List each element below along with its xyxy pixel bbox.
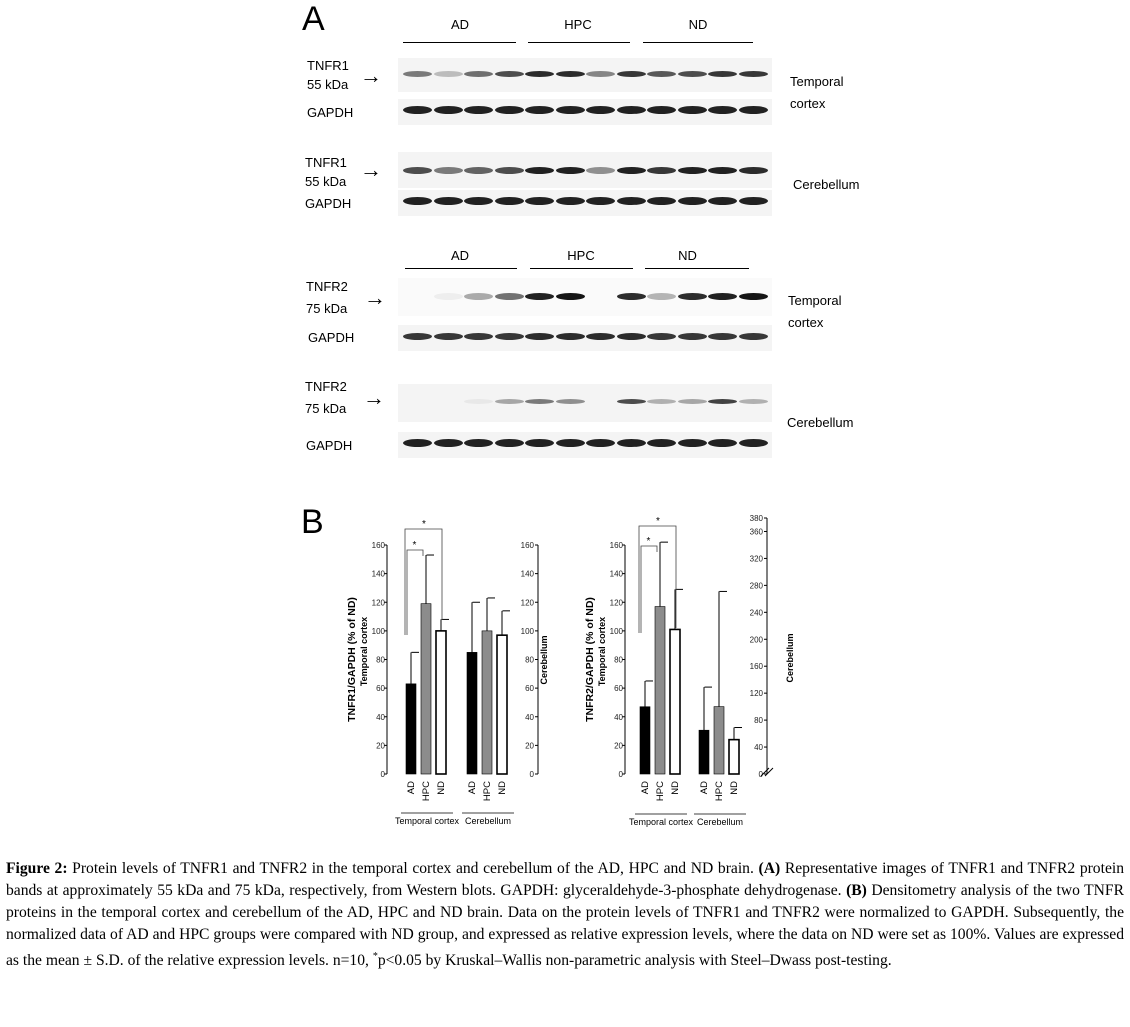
blot-band (678, 197, 707, 205)
y-tick-label: 80 (376, 655, 385, 665)
blot-band (495, 293, 524, 300)
blot-band (617, 293, 646, 300)
category-label: ND (436, 781, 447, 795)
blot-band (556, 333, 585, 340)
category-label: AD (406, 781, 417, 795)
blot-band (464, 197, 493, 205)
blot-band (678, 293, 707, 300)
blot-band (586, 106, 615, 114)
blot-band (678, 333, 707, 340)
blot-band (708, 71, 737, 77)
y2-tick-label: 240 (749, 608, 763, 618)
caption-text-2: Representative images of TNFR1 and TNFR2 protein bands at approximately 55 kDa and 75 kDa, respectively, from Western blots. GAPDH: glyceraldehyde-3-phosphate dehydrogenase. (6, 860, 1124, 899)
bar-hpc (655, 607, 665, 774)
y-tick-label: 120 (609, 598, 623, 608)
group-label: Cerebellum (696, 817, 744, 827)
y-tick-label: 140 (371, 569, 385, 579)
y-tick-label: 20 (376, 741, 385, 751)
caption-a-label: (A) (758, 860, 781, 877)
blot-band (434, 293, 463, 300)
y2-tick-label: 120 (749, 689, 763, 699)
bar-ad (467, 652, 477, 774)
bar-ad (640, 707, 650, 774)
category-label: ND (497, 781, 508, 795)
blot-band (678, 439, 707, 447)
group-label-hpc: HPC (564, 17, 592, 32)
category-label: HPC (421, 781, 432, 802)
blot-band (739, 293, 768, 300)
blot-band (464, 71, 493, 77)
blot-band (678, 106, 707, 114)
blot-band (495, 71, 524, 77)
category-label: AD (699, 781, 710, 795)
blot-band (525, 197, 554, 205)
blot-band (678, 71, 707, 77)
panel-a-letter: A (302, 0, 325, 38)
blot-band (586, 167, 615, 174)
bar-nd (497, 635, 507, 774)
y2-axis-title: Cerebellum (539, 635, 549, 685)
group-line-nd-2 (645, 268, 749, 269)
blot-band (739, 399, 768, 404)
blot-band (647, 71, 676, 77)
caption-text-3: Densitometry analysis of the two TNFR proteins in the temporal cortex and cerebellum of the AD, HPC and ND brain. Data on the protein levels of TNFR1 and TNFR2 were normalized to GAPDH. Subsequently, the normalized data of AD and HPC groups were compared with ND group, and expressed as relative expression levels, where the data on ND were set as 100%. Values are expressed as the mean ± S.D. of the relative expression levels. n=10, (6, 882, 1124, 970)
y2-tick-label: 40 (754, 743, 763, 753)
significance-bracket (407, 550, 423, 635)
blot-band (678, 167, 707, 174)
blot-band (556, 439, 585, 447)
group-label-ad: AD (450, 17, 470, 32)
y-axis-title: TNFR2/GAPDH (% of ND) (584, 597, 596, 722)
blot-band (525, 71, 554, 77)
group-line-hpc-2 (530, 268, 633, 269)
figure-caption (6, 858, 1124, 972)
bar-hpc (714, 707, 724, 774)
y2-tick-label: 160 (749, 662, 763, 672)
group-label-hpc-2: HPC (567, 248, 595, 263)
y-tick-label: 100 (371, 626, 385, 636)
blot3-gapdh-label: GAPDH (308, 330, 355, 345)
blot-band (495, 197, 524, 205)
blot-band (403, 106, 432, 114)
category-label: AD (640, 781, 651, 795)
blot-band (495, 333, 524, 340)
blot-band (403, 167, 432, 174)
y2-tick-label: 100 (520, 626, 534, 636)
y-tick-label: 40 (376, 712, 385, 722)
panel-b-letter: B (301, 503, 324, 541)
category-label: HPC (655, 781, 666, 802)
y-tick-label: 20 (614, 741, 623, 751)
bar-hpc (482, 631, 492, 774)
blot-band (525, 167, 554, 174)
blot-band (617, 167, 646, 174)
y-tick-label: 160 (609, 541, 623, 550)
y2-tick-label: 380 (749, 514, 763, 523)
y-tick-label: 120 (371, 598, 385, 608)
blot3-tissue-label: Temporal cortex (788, 293, 842, 330)
blot-band (495, 439, 524, 447)
blot-band (617, 106, 646, 114)
group-label: Temporal cortex (628, 817, 694, 827)
blot-band (495, 167, 524, 174)
blot-band (647, 439, 676, 447)
blot-band (647, 293, 676, 300)
y2-tick-label: 320 (749, 554, 763, 564)
blot2-arrow-icon: → (360, 157, 382, 182)
caption-text-4: p<0.05 by Kruskal–Wallis non-parametric analysis with Steel–Dwass post-testing. (377, 952, 892, 970)
blot-band (586, 71, 615, 77)
blot-band (525, 439, 554, 447)
blot1-protein-label: TNFR1 55 kDa (307, 58, 349, 92)
y2-tick-label: 40 (525, 712, 534, 722)
blot-band (556, 293, 585, 300)
blot4-tissue-label: Cerebellum (787, 415, 854, 430)
blot-band (647, 333, 676, 340)
group-line-nd (643, 42, 753, 43)
caption-label: Figure 2: (6, 860, 68, 877)
blot4-protein-label: TNFR2 75 kDa (305, 379, 347, 416)
blot-band (708, 399, 737, 404)
significance-star: * (412, 540, 417, 551)
tnfr1-chart (340, 520, 580, 832)
y-axis-subtitle: Temporal cortex (597, 616, 607, 687)
y-tick-label: 60 (614, 684, 623, 694)
y2-tick-label: 80 (754, 716, 763, 726)
blot-band (464, 167, 493, 174)
group-label: Cerebellum (464, 816, 512, 826)
blot1-gapdh-label: GAPDH (307, 105, 354, 120)
y2-tick-label: 140 (520, 569, 534, 579)
blot-band (556, 106, 585, 114)
blot-band (647, 399, 676, 404)
significance-star: * (656, 516, 660, 527)
caption-b-label: (B) (846, 882, 867, 899)
blot-band (403, 333, 432, 340)
blot-band (708, 293, 737, 300)
y-tick-label: 60 (376, 684, 385, 694)
blot-band (495, 106, 524, 114)
blot-band (525, 399, 554, 404)
blot-band (403, 197, 432, 205)
blot-band (434, 439, 463, 447)
blot-band (708, 106, 737, 114)
blot1-tissue-label: Temporal cortex (790, 74, 844, 111)
group-line-ad (403, 42, 516, 43)
y2-tick-label: 80 (525, 655, 534, 665)
blot-band (708, 167, 737, 174)
blot-band (434, 106, 463, 114)
y2-tick-label: 360 (749, 527, 763, 537)
significance-star: * (422, 520, 426, 530)
blot-band (464, 333, 493, 340)
bar-ad (406, 684, 416, 774)
blot-band (678, 399, 707, 404)
group-label-nd-2: ND (678, 248, 697, 263)
blot-band (464, 106, 493, 114)
blot-band (464, 439, 493, 447)
y-axis-subtitle: Temporal cortex (359, 616, 369, 687)
significance-star: * (646, 536, 651, 547)
blot-band (739, 71, 768, 77)
blot-band (434, 167, 463, 174)
blot-band (525, 333, 554, 340)
y2-tick-label: 0 (529, 770, 534, 779)
group-label-ad-2: AD (450, 248, 470, 263)
blot-band (556, 197, 585, 205)
y2-tick-label: 20 (525, 741, 534, 751)
y-tick-label: 40 (614, 712, 623, 722)
category-label: HPC (482, 781, 493, 802)
category-label: ND (670, 781, 681, 795)
category-label: AD (467, 781, 478, 795)
y-tick-label: 0 (380, 770, 385, 779)
bar-nd (729, 740, 739, 774)
caption-star: * (372, 951, 378, 962)
y2-tick-label: 120 (520, 598, 534, 608)
group-label: Temporal cortex (394, 816, 460, 826)
blot-band (617, 71, 646, 77)
y-tick-label: 100 (609, 626, 623, 636)
group-line-ad-2 (405, 268, 517, 269)
y2-axis-title: Cerebellum (785, 633, 795, 683)
blot-band (495, 399, 524, 404)
caption-text-1: Protein levels of TNFR1 and TNFR2 in the temporal cortex and cerebellum of the AD, HPC and ND brain. (67, 860, 759, 877)
blot-band (586, 333, 615, 340)
y-tick-label: 160 (371, 541, 385, 550)
y-axis-title: TNFR1/GAPDH (% of ND) (346, 597, 358, 722)
blot-band (647, 197, 676, 205)
y2-tick-label: 60 (525, 684, 534, 694)
blot-band (708, 333, 737, 340)
y2-tick-label: 200 (749, 635, 763, 645)
bar-nd (670, 629, 680, 774)
blot-band (403, 439, 432, 447)
blot2-tissue-label: Cerebellum (793, 177, 860, 192)
category-label: HPC (714, 781, 725, 802)
y-tick-label: 0 (618, 770, 623, 779)
blot-band (586, 439, 615, 447)
blot-band (647, 106, 676, 114)
blot-band (617, 439, 646, 447)
tnfr2-chart (578, 508, 818, 832)
blot-band (525, 293, 554, 300)
blot-band (617, 197, 646, 205)
blot4-gapdh-label: GAPDH (306, 438, 353, 453)
group-line-hpc (528, 42, 630, 43)
blot2-protein-label: TNFR1 55 kDa (305, 155, 347, 189)
y-tick-label: 140 (609, 569, 623, 579)
bar-ad (699, 730, 709, 774)
axis-break-mark (765, 768, 773, 776)
y2-tick-label: 160 (520, 541, 534, 550)
blot-band (708, 197, 737, 205)
blot-band (708, 439, 737, 447)
blot-band (647, 167, 676, 174)
blot4-arrow-icon: → (363, 385, 385, 410)
blot-band (556, 71, 585, 77)
blot-band (556, 399, 585, 404)
blot-band (434, 71, 463, 77)
blot-band (739, 167, 768, 174)
group-label-nd: ND (688, 17, 708, 32)
category-label: ND (729, 781, 740, 795)
blot-band (739, 106, 768, 114)
y-tick-label: 80 (614, 655, 623, 665)
y2-tick-label: 280 (749, 581, 763, 591)
blot-band (739, 439, 768, 447)
blot-band (525, 106, 554, 114)
blot-band (617, 399, 646, 404)
y2-tick-label: 0 (758, 770, 763, 779)
blot-band (739, 197, 768, 205)
blot3-protein-label: TNFR2 75 kDa (306, 279, 348, 316)
blot-band (739, 333, 768, 340)
blot-band (464, 293, 493, 300)
bar-hpc (421, 604, 431, 774)
blot-band (434, 197, 463, 205)
blot-band (434, 333, 463, 340)
blot3-arrow-icon: → (364, 285, 386, 310)
blot-band (586, 197, 615, 205)
blot2-gapdh-label: GAPDH (305, 196, 352, 211)
blot-band (403, 71, 432, 77)
blot-band (464, 399, 493, 404)
significance-bracket (641, 546, 657, 633)
blot-band (617, 333, 646, 340)
blot-band (556, 167, 585, 174)
blot1-arrow-icon: → (360, 63, 382, 88)
bar-nd (436, 631, 446, 774)
